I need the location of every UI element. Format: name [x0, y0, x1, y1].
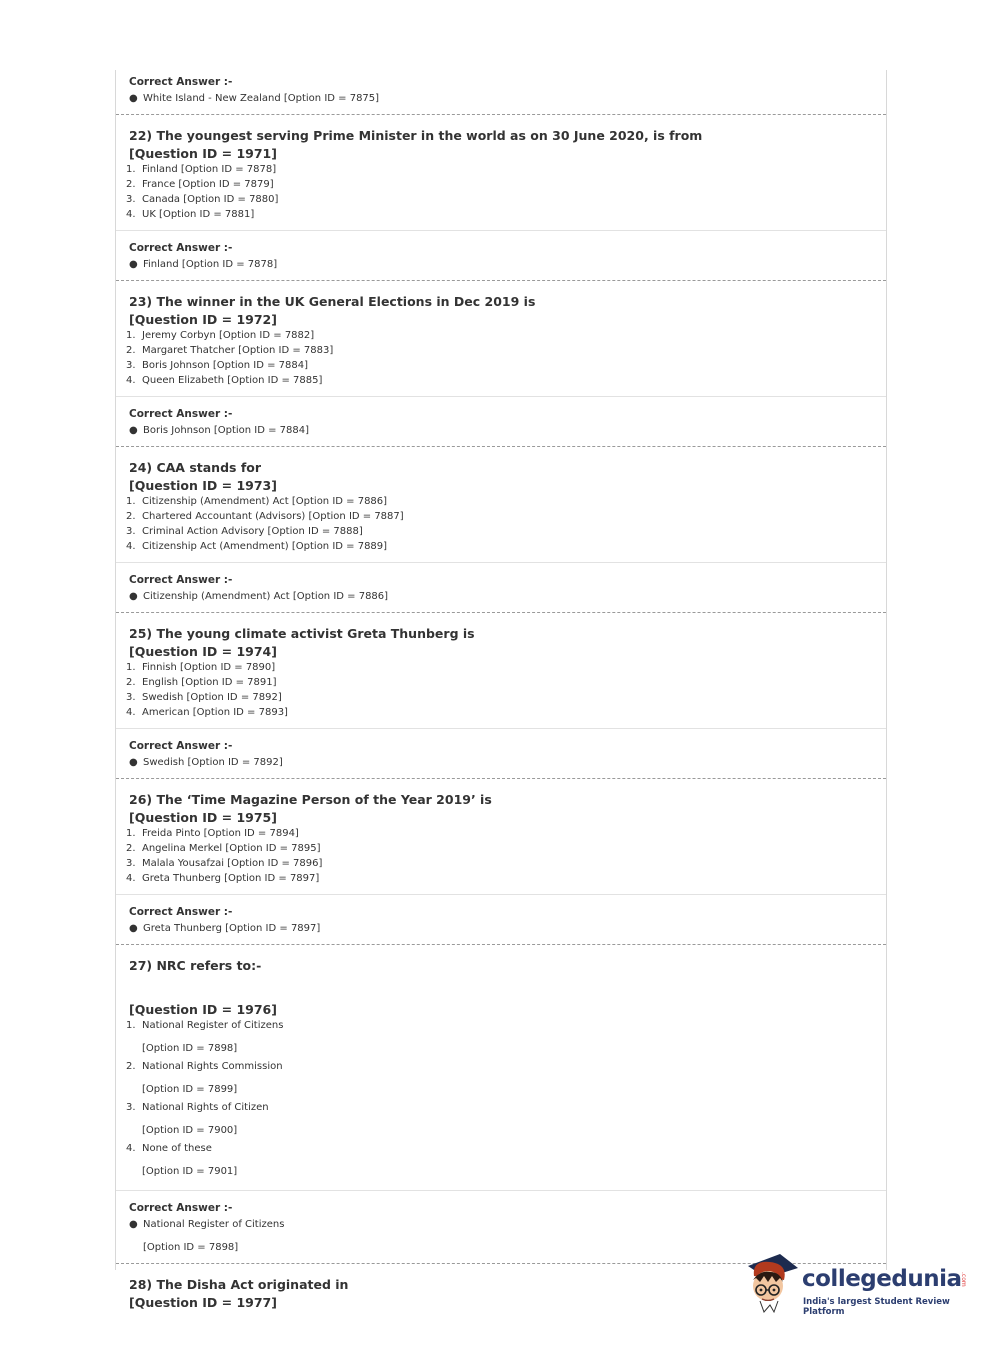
- bullet-icon: ●: [129, 259, 138, 270]
- option-item: 2. English [Option ID = 7891]: [126, 677, 277, 688]
- question-title: 27) NRC refers to:-: [129, 958, 262, 973]
- option-item: 2. National Rights Commission [Option ID = 7899]: [126, 1061, 283, 1095]
- option-list: [126, 328, 873, 388]
- correct-answer: ● National Register of Citizens [Option ID = 7898]: [129, 1219, 285, 1253]
- option-list: [126, 660, 873, 720]
- question-title: 24) CAA stands for: [129, 460, 262, 475]
- option-item: 2. Chartered Accountant (Advisors) [Option ID = 7887]: [126, 511, 404, 522]
- answer-label: Correct Answer :-: [129, 574, 233, 586]
- option-id-note: [Option ID = 7898]: [143, 1242, 239, 1253]
- question-body: [116, 779, 886, 895]
- option-id-note: [Option ID = 7899]: [142, 1084, 238, 1095]
- question-title: 28) The Disha Act originated in: [129, 1277, 349, 1292]
- option-item: 2. Margaret Thatcher [Option ID = 7883]: [126, 345, 334, 356]
- answer-block: [116, 563, 886, 612]
- option-list: [126, 162, 873, 222]
- question-id: [Question ID = 1972]: [129, 312, 277, 327]
- answer-block: [116, 895, 886, 944]
- question-id: [Question ID = 1975]: [129, 810, 277, 825]
- option-item: 1. National Register of Citizens [Option ID = 7898]: [126, 1020, 284, 1054]
- option-item: 4. Greta Thunberg [Option ID = 7897]: [126, 873, 320, 884]
- option-item: 1. Freida Pinto [Option ID = 7894]: [126, 828, 299, 839]
- answer-block: [116, 397, 886, 446]
- option-id-note: [Option ID = 7901]: [142, 1166, 238, 1177]
- question-block-23: [116, 281, 886, 447]
- question-body: [116, 115, 886, 231]
- bullet-icon: ●: [129, 1219, 138, 1230]
- question-block-26: [116, 779, 886, 945]
- option-item: 3. Boris Johnson [Option ID = 7884]: [126, 360, 309, 371]
- option-item: 4. None of these [Option ID = 7901]: [126, 1143, 238, 1177]
- option-item: 1. Citizenship (Amendment) Act [Option ID = 7886]: [126, 496, 388, 507]
- option-item: 1. Jeremy Corbyn [Option ID = 7882]: [126, 330, 315, 341]
- option-item: 3. Swedish [Option ID = 7892]: [126, 692, 282, 703]
- option-item: 3. National Rights of Citizen [Option ID = 7900]: [126, 1102, 269, 1136]
- bullet-icon: ●: [129, 923, 138, 934]
- previous-answer-block: [116, 70, 886, 115]
- option-item: 2. Angelina Merkel [Option ID = 7895]: [126, 843, 321, 854]
- question-title: 22) The youngest serving Prime Minister in the world as on 30 June 2020, is from: [129, 128, 703, 143]
- bullet-icon: ●: [129, 757, 138, 768]
- answer-label: Correct Answer :-: [129, 76, 233, 88]
- question-title: 23) The winner in the UK General Elections in Dec 2019 is: [129, 294, 536, 309]
- question-body: [116, 613, 886, 729]
- option-list: [126, 494, 873, 554]
- correct-answer: [129, 91, 873, 106]
- correct-answer: ● Greta Thunberg [Option ID = 7897]: [129, 923, 321, 934]
- correct-answer-text: White Island - New Zealand [Option ID = 7875]: [143, 93, 380, 104]
- answer-label: Correct Answer :-: [129, 1202, 233, 1214]
- option-item: 2. France [Option ID = 7879]: [126, 179, 274, 190]
- option-item: 4. Citizenship Act (Amendment) [Option ID = 7889]: [126, 541, 388, 552]
- answer-label: Correct Answer :-: [129, 242, 233, 254]
- bullet-icon: ●: [129, 93, 138, 104]
- answer-block: [116, 729, 886, 778]
- collegedunia-logo: [740, 1250, 970, 1320]
- question-body: [116, 945, 886, 1191]
- question-id: [Question ID = 1974]: [129, 644, 277, 659]
- question-id: [Question ID = 1971]: [129, 146, 277, 161]
- bullet-icon: ●: [129, 591, 138, 602]
- question-id: [Question ID = 1973]: [129, 478, 277, 493]
- question-body: [116, 281, 886, 397]
- question-block-22: [116, 115, 886, 281]
- answer-block: [116, 231, 886, 280]
- question-title: 26) The ‘Time Magazine Person of the Year 2019’ is: [129, 792, 492, 807]
- logo-wordmark: collegedunia: [802, 1266, 962, 1292]
- option-item: 1. Finnish [Option ID = 7890]: [126, 662, 276, 673]
- option-item: 4. UK [Option ID = 7881]: [126, 209, 255, 220]
- answer-label: Correct Answer :-: [129, 408, 233, 420]
- correct-answer: ● Citizenship (Amendment) Act [Option ID = 7886]: [129, 591, 389, 602]
- question-block-24: [116, 447, 886, 613]
- option-id-note: [Option ID = 7898]: [142, 1043, 238, 1054]
- option-item: 3. Canada [Option ID = 7880]: [126, 194, 279, 205]
- answer-label: Correct Answer :-: [129, 906, 233, 918]
- question-block-27: [116, 945, 886, 1264]
- question-title: 25) The young climate activist Greta Thunberg is: [129, 626, 475, 641]
- option-item: 4. American [Option ID = 7893]: [126, 707, 288, 718]
- option-id-note: [Option ID = 7900]: [142, 1125, 238, 1136]
- logo-tagline: India's largest Student Review Platform: [803, 1297, 950, 1317]
- option-item: 1. Finland [Option ID = 7878]: [126, 164, 277, 175]
- bullet-icon: ●: [129, 425, 138, 436]
- answer-label: Correct Answer :-: [129, 740, 233, 752]
- question-id: [Question ID = 1977]: [129, 1295, 277, 1310]
- option-item: 3. Criminal Action Advisory [Option ID = 7888]: [126, 526, 363, 537]
- question-body: [116, 447, 886, 563]
- mascot-icon: [740, 1250, 800, 1320]
- correct-answer: ● Swedish [Option ID = 7892]: [129, 757, 283, 768]
- correct-answer: ● Finland [Option ID = 7878]: [129, 259, 278, 270]
- option-list: [126, 1018, 873, 1179]
- question-block-25: [116, 613, 886, 779]
- question-id: [Question ID = 1976]: [129, 1002, 277, 1017]
- correct-answer: ● Boris Johnson [Option ID = 7884]: [129, 425, 310, 436]
- logo-suffix: .com: [960, 1272, 967, 1287]
- option-item: 3. Malala Yousafzai [Option ID = 7896]: [126, 858, 323, 869]
- option-list: [126, 826, 873, 886]
- option-item: 4. Queen Elizabeth [Option ID = 7885]: [126, 375, 323, 386]
